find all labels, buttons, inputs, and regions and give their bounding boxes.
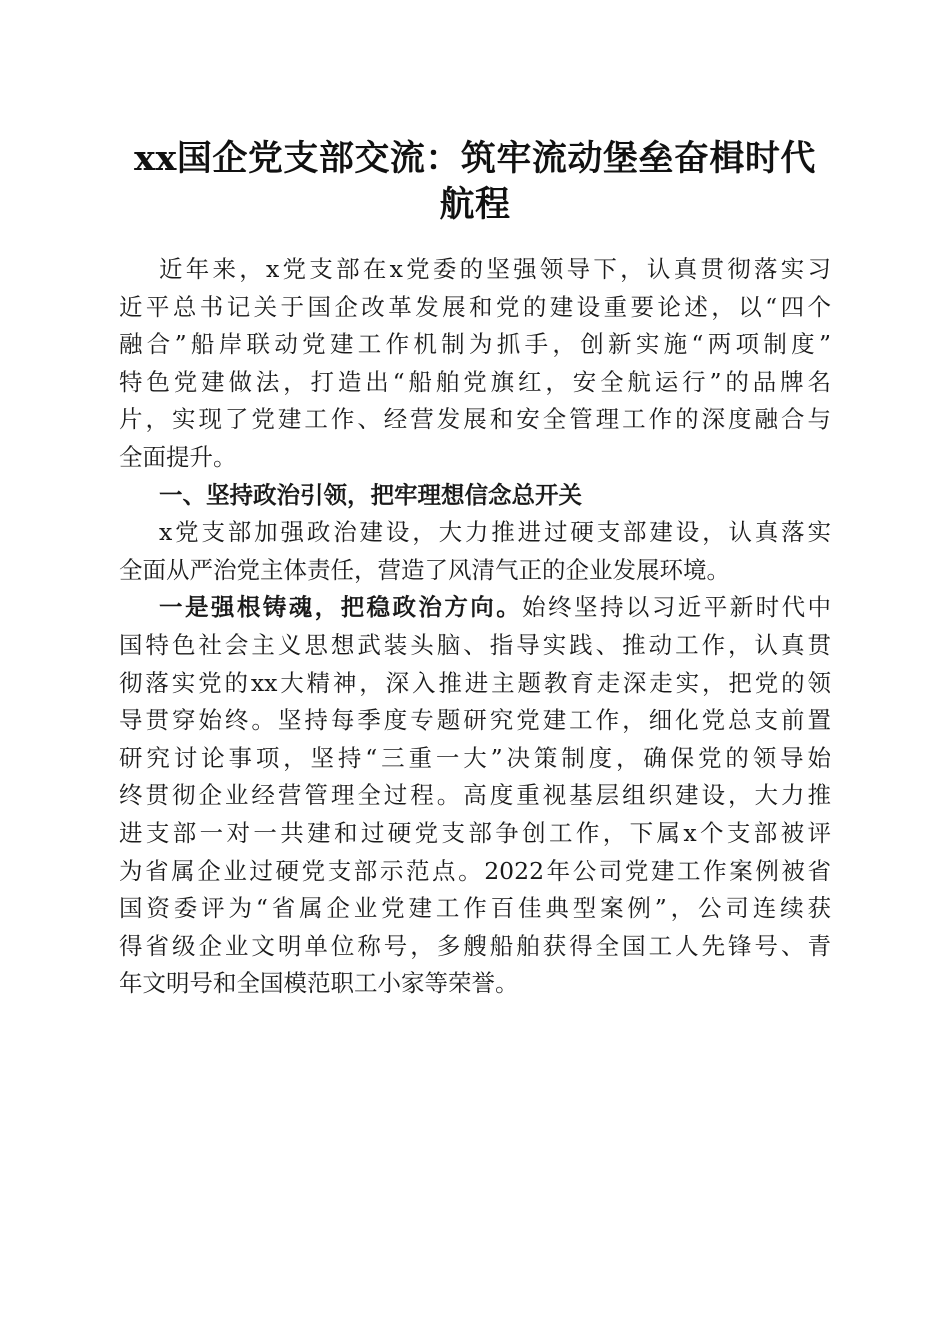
point-line: 导贯穿始终。坚持每季度专题研究党建工作，细化党总支前置 — [119, 706, 831, 735]
point-line: 进支部一对一共建和过硬党支部争创工作，下属x个支部被评 — [119, 818, 831, 847]
intro-line: 特色党建做法，打造出“船舶党旗红，安全航运行”的品牌名 — [119, 367, 831, 396]
intro-line: 近平总书记关于国企改革发展和党的建设重要论述，以“四个 — [119, 292, 831, 321]
title-line-1: xx国企党支部交流：筑牢流动堡垒奋楫时代 — [134, 138, 816, 179]
point-line: 彻落实党的xx大精神，深入推进主题教育走深走实，把党的领 — [119, 668, 831, 697]
section-line: x党支部加强政治建设，大力推进过硬支部建设，认真落实 — [159, 518, 831, 547]
point-line: 研究讨论事项，坚持“三重一大”决策制度，确保党的领导始 — [119, 743, 831, 772]
intro-paragraph — [119, 251, 831, 477]
point-line: 国特色社会主义思想武装头脑、指导实践、推动工作，认真贯 — [119, 630, 831, 659]
point-paragraph — [119, 589, 831, 1003]
document-body — [119, 251, 831, 1003]
intro-line: 全面提升。 — [119, 442, 237, 471]
title-line-2: 航程 — [439, 184, 511, 225]
point-line: 终贯彻企业经营管理全过程。高度重视基层组织建设，大力推 — [119, 781, 831, 810]
intro-line: 片，实现了党建工作、经营发展和安全管理工作的深度融合与 — [119, 405, 831, 434]
point-line: 为省属企业过硬党支部示范点。2022年公司党建工作案例被省 — [119, 856, 831, 885]
point-first-line — [119, 589, 831, 627]
intro-line: 融合”船岸联动党建工作机制为抓手，创新实施“两项制度” — [119, 330, 831, 359]
document-title — [100, 136, 850, 228]
point-line: 年文明号和全国模范职工小家等荣誉。 — [119, 969, 519, 998]
point-first-line-rest: 始终坚持以习近平新时代中 — [522, 593, 831, 622]
section-paragraph — [119, 514, 831, 589]
section-line: 全面从严治党主体责任，营造了风清气正的企业发展环境。 — [119, 555, 730, 584]
section-heading: 一、坚持政治引领，把牢理想信念总开关 — [159, 480, 582, 509]
point-line: 国资委评为“省属企业党建工作百佳典型案例”，公司连续获 — [119, 894, 831, 923]
point-line: 得省级企业文明单位称号，多艘船舶获得全国工人先锋号、青 — [119, 931, 831, 960]
point-lead-sentence: 一是强根铸魂，把稳政治方向。 — [159, 593, 523, 622]
intro-line: 近年来，x党支部在x党委的坚强领导下，认真贯彻落实习 — [159, 255, 831, 283]
